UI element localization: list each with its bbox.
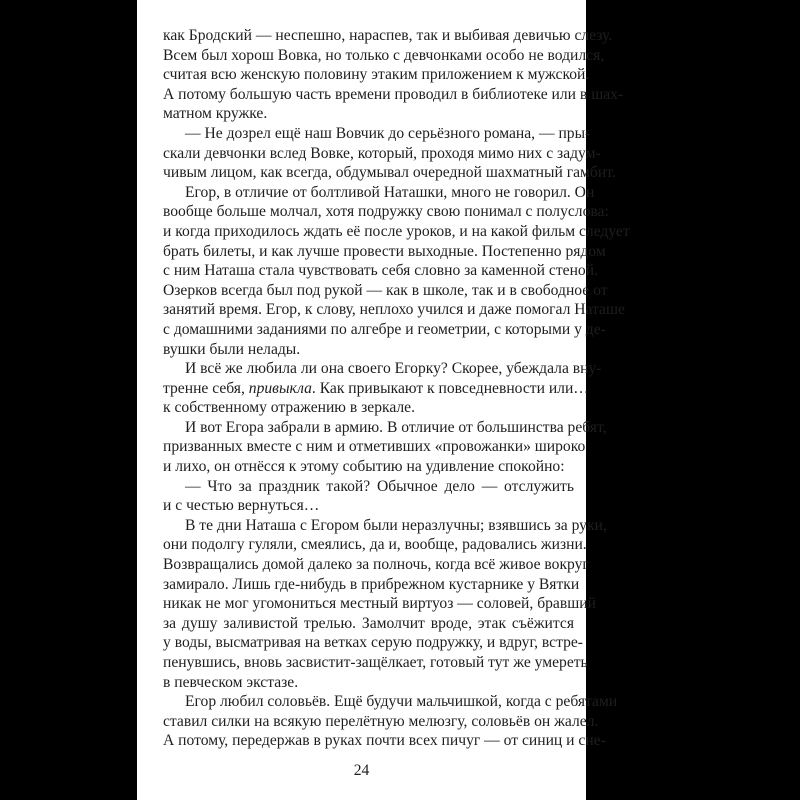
text-line: и когда приходилось ждать её после уроков, и на какой фильм следует [163, 222, 630, 240]
text-line: — Что за праздник такой? Обычное дело — отслужить [185, 477, 574, 495]
text-line: они подолгу гуляли, смеялись, да и, вообще, радовались жизни. [163, 536, 587, 554]
text-line: и с честью вернуться… [163, 497, 320, 515]
text-line: замирало. Лишь где-нибудь в прибрежном кустарнике у Вятки [163, 575, 580, 593]
page-number: 24 [353, 762, 370, 779]
text-line: и лихо, он отнёсся к этому событию на удивление спокойно: [163, 458, 565, 476]
text-line: вообще больше молчал, хотя подружку свою понимал с полуслова: [163, 203, 609, 221]
text-line [163, 379, 589, 399]
text-line: — Не дозрел ещё наш Вовчик до серьёзного романа, — пры- [185, 124, 591, 142]
text-line: матном кружке. [163, 105, 268, 123]
text-line: как Бродский — неспешно, нараспев, так и выбивая девичью слезу. [163, 27, 613, 44]
text-line: чивым лицом, как всегда, обдумывал очередной шахматный гамбит. [163, 164, 616, 182]
text-line: Егор, в отличие от болтливой Наташки, много не говорил. Он [185, 183, 595, 201]
text-line: в певческом экстазе. [163, 673, 299, 691]
text-line: никак не мог угомониться местный виртуоз — соловей, бравший [163, 595, 596, 613]
text-line: за душу заливистой трелью. Замолчит вроде, этак съёжится [163, 614, 574, 632]
text-line: пенувшись, вновь засвистит-защёлкает, готовый тут же умереть [163, 654, 588, 671]
text-line: А потому, передержав в руках почти всех пичуг — от синиц и сне- [163, 732, 606, 750]
text-line: Всем был хорош Вовка, но только с девчонками особо не водился, [163, 46, 605, 64]
text-line: призванных вместе с ним и отметивших «провожанки» широко [163, 438, 586, 456]
text-line: ставил силки на всякую перелётную мелюзгу, соловьёв он жалел. [163, 712, 599, 730]
text-line: Озерков всегда был под рукой — как в школе, так и в свободное от [163, 281, 608, 299]
text-line: у воды, высматривая на ветках серую подружку, и вдруг, встре- [163, 634, 583, 652]
text-line: А потому большую часть времени проводил в библиотеке или в шах- [163, 85, 624, 103]
body-text [163, 26, 630, 751]
text-segment: тренне себя, [163, 379, 249, 397]
text-line: к собственному отражению в зеркале. [163, 399, 415, 417]
italic-text: привыкла [248, 379, 312, 397]
text-line: с домашними заданиями по алгебре и геометрии, с которыми у де- [163, 320, 606, 338]
text-line: скали девчонки вслед Вовке, который, проходя мимо них с задум- [163, 144, 601, 162]
text-line: брать билеты, и как лучше провести выходные. Постепенно рядом [163, 242, 606, 260]
book-page [137, 0, 630, 800]
text-line: И вот Егора забрали в армию. В отличие от большинства ребят, [185, 418, 607, 436]
text-line: Егор любил соловьёв. Ещё будучи мальчишкой, когда с ребятами [185, 693, 618, 711]
text-segment: . Как привыкают к повседневности или… [311, 379, 589, 397]
text-line: вушки были нелады. [163, 340, 301, 358]
text-line: считая всю женскую половину этаким приложением к мужской. [163, 66, 590, 84]
text-line: И всё же любила ли она своего Егорку? Скорее, убеждала вну- [185, 360, 602, 378]
text-line: В те дни Наташа с Егором были неразлучны; взявшись за руки, [185, 516, 607, 534]
text-line: занятий время. Егор, к слову, неплохо учился и даже помогал Наташе [163, 301, 625, 319]
text-line: Возвращались домой далеко за полночь, когда всё живое вокруг [163, 556, 589, 574]
text-line: с ним Наташа стала чувствовать себя словно за каменной стеной. [163, 262, 598, 280]
